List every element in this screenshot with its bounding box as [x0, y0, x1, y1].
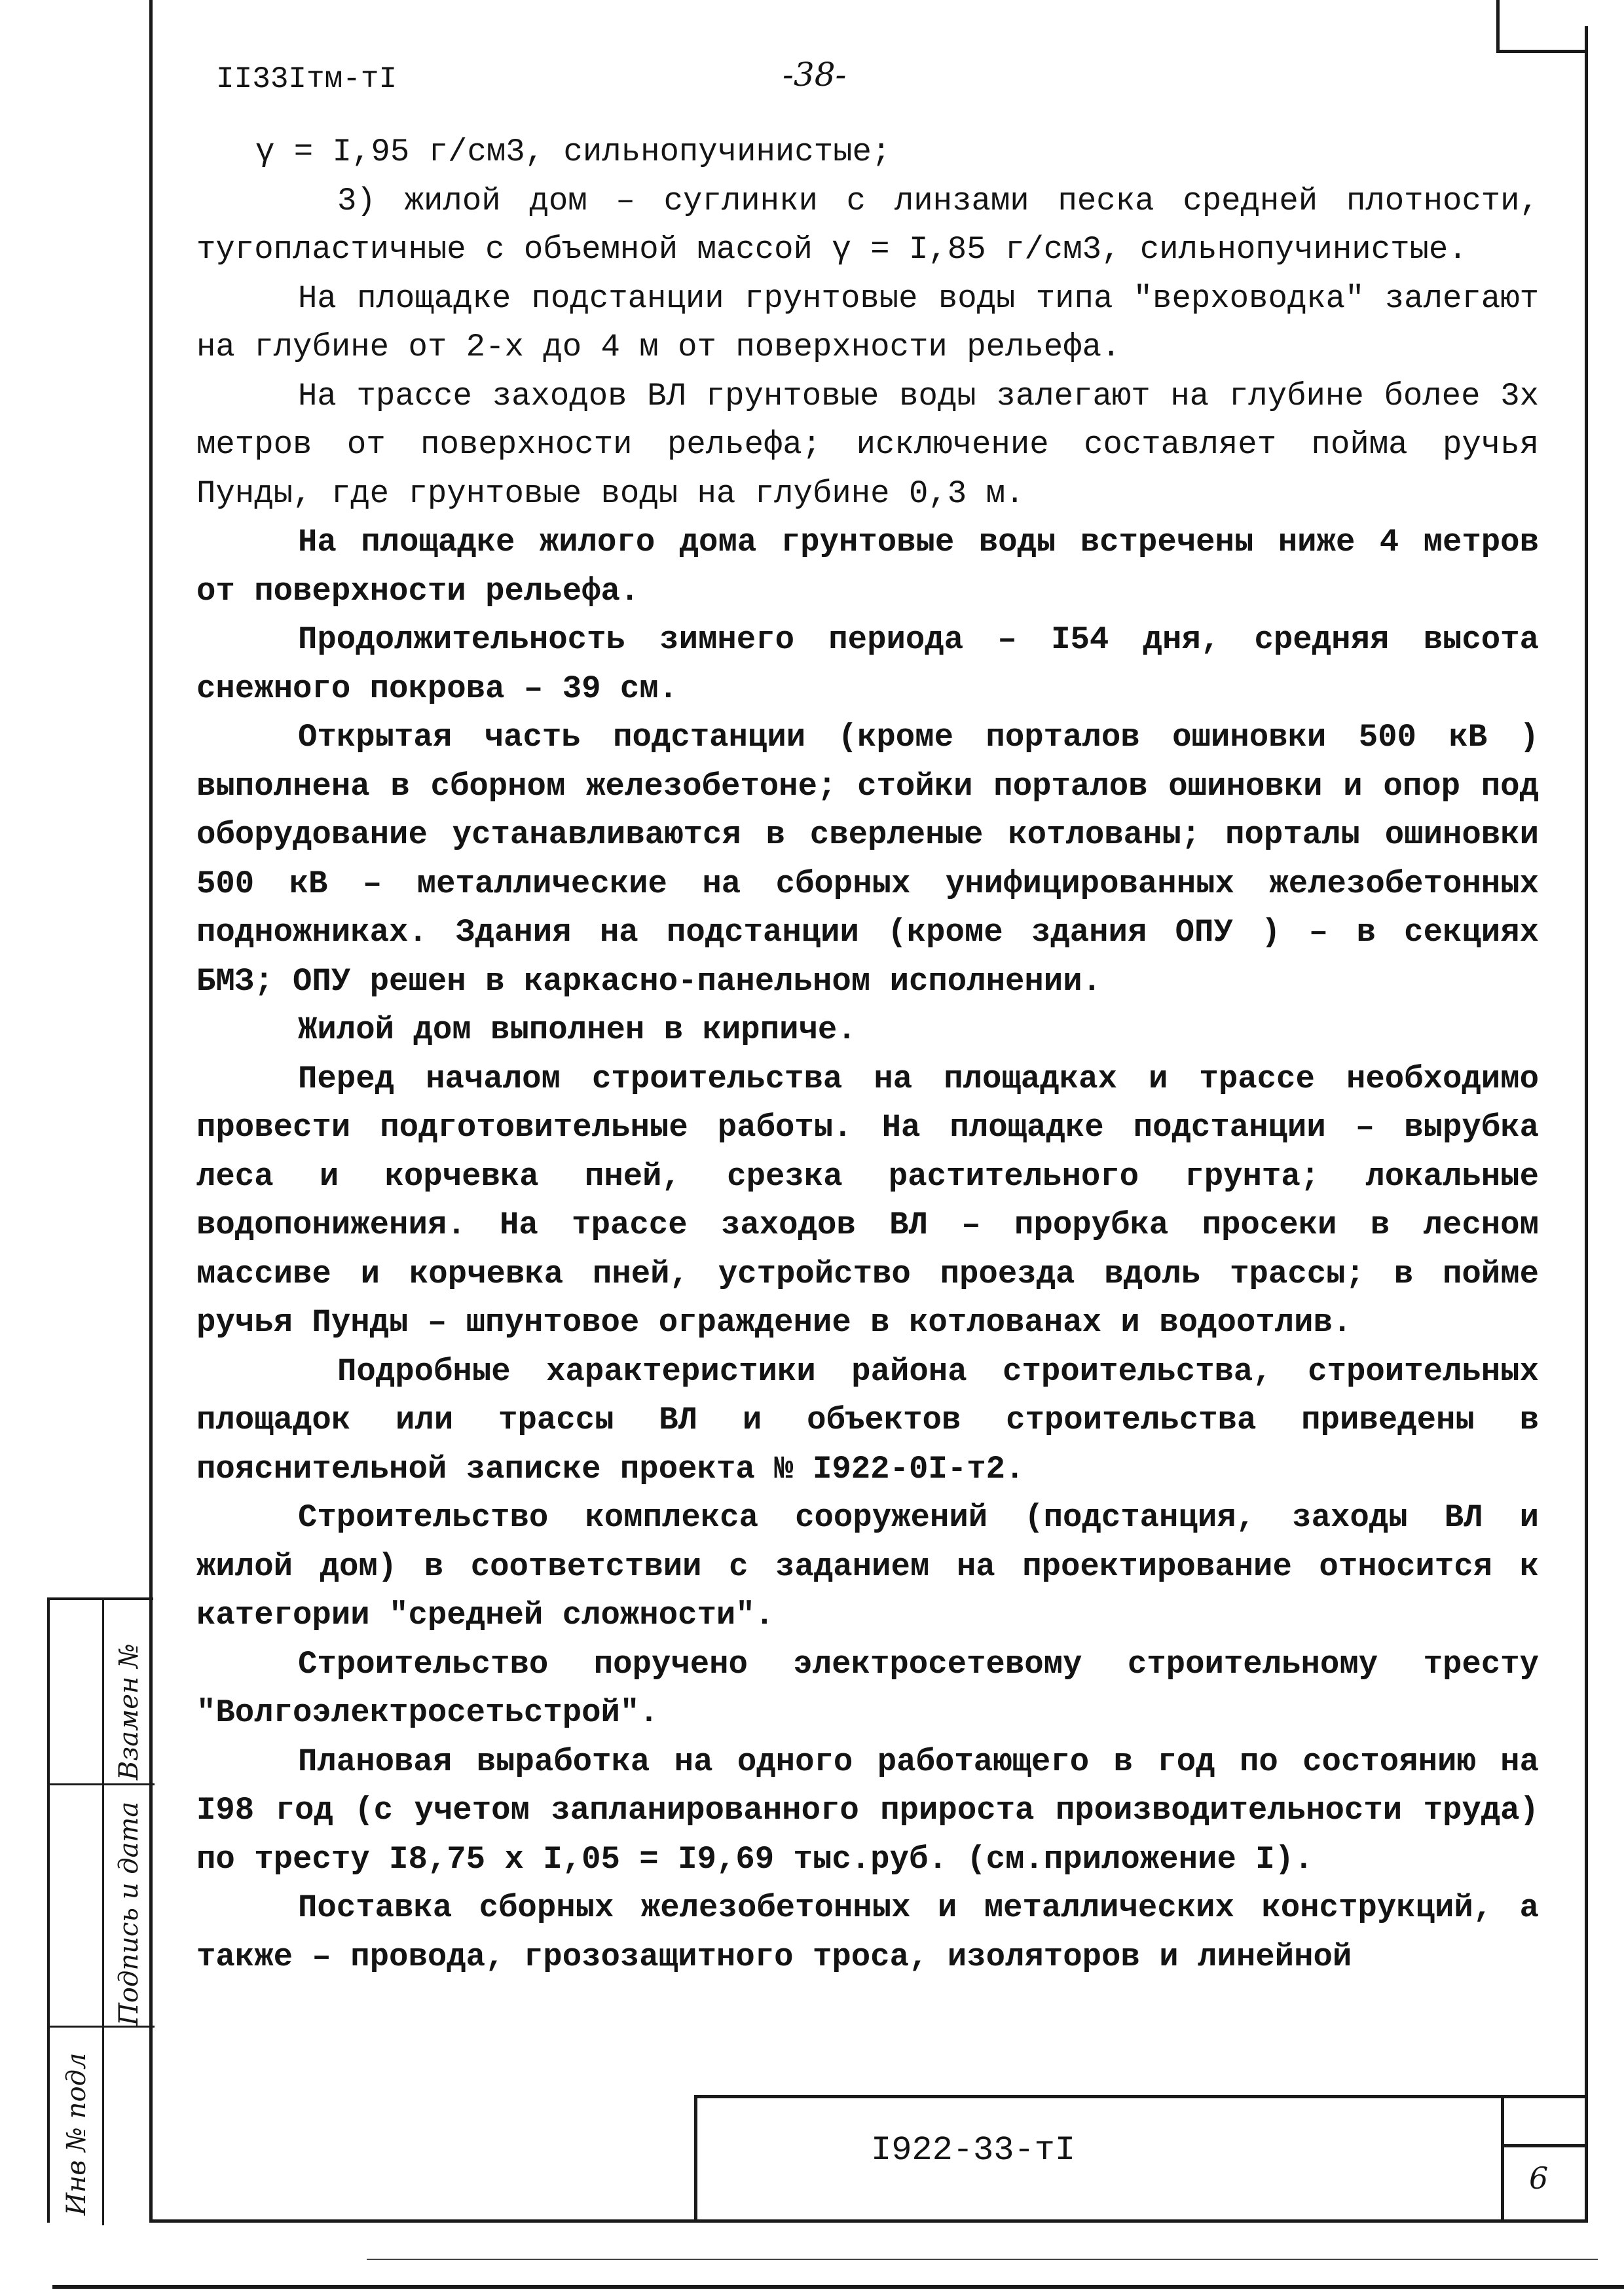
header-doc-code: II33Iтм-тI — [216, 62, 397, 96]
paragraph: На площадке подстанции грунтовые воды типа "верховодка" залегают на глубине от 2-х до 4 м от поверхности рельефа. — [196, 280, 1539, 365]
stamp-divider — [50, 2026, 155, 2028]
paragraph: γ = I,95 г/см3, сильнопучинистые; — [255, 134, 891, 170]
stamp-divider — [50, 1783, 155, 1785]
side-stamp — [47, 1597, 153, 2223]
title-block — [694, 2095, 1588, 2223]
frame-right-border — [1585, 26, 1588, 2223]
corner-mark — [1496, 0, 1500, 52]
stamp-replaces-label: Взамен № — [114, 1643, 144, 1780]
paragraph: Подробные характеристики района строительства, строительных площадок или трассы ВЛ и объектов строительства приведены в пояснительной записке проекта № I922-0I-т2. — [196, 1353, 1539, 1487]
sheet-number: 6 — [1529, 2160, 1549, 2196]
paragraph: Плановая выработка на одного работающего в год по состоянию на I98 год (с учетом запланированного прироста производительности труда) по тресту I8,75 х I,05 = I9,69 тыс.руб. (см.приложение I). — [196, 1743, 1539, 1878]
stamp-inv-label: Инв № подл — [62, 2052, 92, 2215]
paragraph: Жилой дом выполнен в кирпиче. — [298, 1011, 857, 1048]
paragraph: Открытая часть подстанции (кроме порталов ошиновки 500 кВ ) выполнена в сборном железобетоне; стойки порталов ошиновки и опор под оборудование устанавливаются в сверленые котлованы; порталы ошиновки 500 кВ – металлические на сборных унифицированных железобетонных подножниках. Здания на подстанции (кроме здания ОПУ ) – в секциях БМЗ; ОПУ решен в каркасно-панельном исполнении. — [196, 719, 1539, 1000]
page-number: -38- — [783, 56, 847, 94]
paragraph: Строительство комплекса сооружений (подстанция, заходы ВЛ и жилой дом) в соответствии с заданием на проектирование относится к категории "средней сложности". — [196, 1499, 1539, 1633]
title-block-doc-code: I922-33-тI — [871, 2131, 1076, 2170]
bottom-rule — [52, 2285, 1624, 2289]
paragraph: Поставка сборных железобетонных и металлических конструкций, а также – провода, грозозащитного троса, изоляторов и линейной — [196, 1889, 1539, 1975]
paragraph: Строительство поручено электросетевому строительному тресту "Волгоэлектросетьстрой". — [196, 1645, 1539, 1731]
paragraph: На трассе заходов ВЛ грунтовые воды залегают на глубине более 3х метров от поверхности рельефа; исключение составляет пойма ручья Пунды, где грунтовые воды на глубине 0,3 м. — [196, 377, 1539, 512]
paragraph: Продолжительность зимнего периода – I54 дня, средняя высота снежного покрова – 39 см. — [196, 621, 1539, 707]
document-body — [196, 128, 1539, 1981]
corner-mark-horizontal — [1496, 50, 1588, 53]
bottom-rule-thin — [367, 2259, 1598, 2260]
paragraph: На площадке жилого дома грунтовые воды встречены ниже 4 метров от поверхности рельефа. — [196, 524, 1539, 610]
paragraph: Перед началом строительства на площадках и трассе необходимо провести подготовительные работы. На площадке подстанции – вырубка леса и корчевка пней, срезка растительного грунта; локальные водопонижения. На трассе заходов ВЛ – прорубка просеки в лесном массиве и корчевка пней, устройство проезда вдоль трассы; в пойме ручья Пунды – шпунтовое ограждение в котлованах и водоотлив. — [196, 1060, 1539, 1341]
paragraph: 3) жилой дом – суглинки с линзами песка средней плотности, тугопластичные с объемной массой γ = I,85 г/см3, сильнопучинистые. — [196, 182, 1539, 268]
title-block-sheet-divider — [1501, 2144, 1588, 2147]
stamp-signature-label: Подпись и дата — [114, 1801, 144, 2026]
title-block-separator — [1501, 2095, 1504, 2223]
